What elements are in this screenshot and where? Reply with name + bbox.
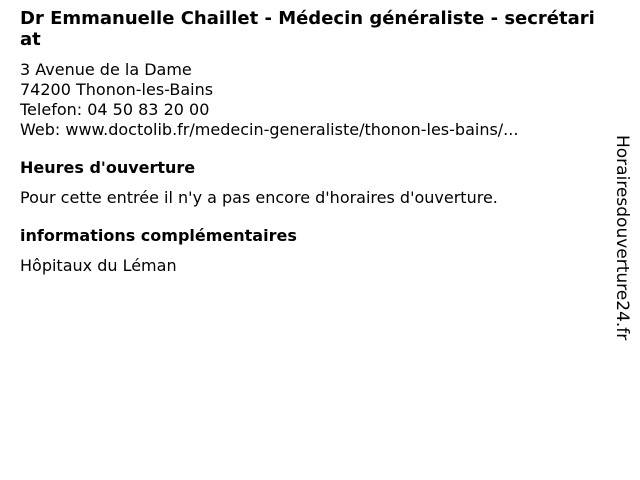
brand-name: Horairesdouverture24.fr	[612, 135, 632, 341]
website-link[interactable]: Web: www.doctolib.fr/medecin-generaliste/thonon-les-bains/...	[20, 120, 519, 139]
city-postal-code: 74200 Thonon-les-Bains	[20, 80, 214, 99]
additional-info-text: Hôpitaux du Léman	[20, 256, 177, 275]
listing-title: Dr Emmanuelle Chaillet - Médecin généraliste - secrétariat	[20, 8, 595, 50]
additional-info-heading: informations complémentaires	[20, 226, 297, 245]
opening-hours-text: Pour cette entrée il n'y a pas encore d'horaires d'ouverture.	[20, 188, 498, 207]
brand-watermark	[610, 135, 634, 345]
listing-card	[20, 8, 600, 276]
opening-hours-heading: Heures d'ouverture	[20, 158, 196, 177]
phone-number[interactable]: Telefon: 04 50 83 20 00	[20, 100, 210, 119]
address-block	[20, 60, 600, 140]
street-address: 3 Avenue de la Dame	[20, 60, 192, 79]
